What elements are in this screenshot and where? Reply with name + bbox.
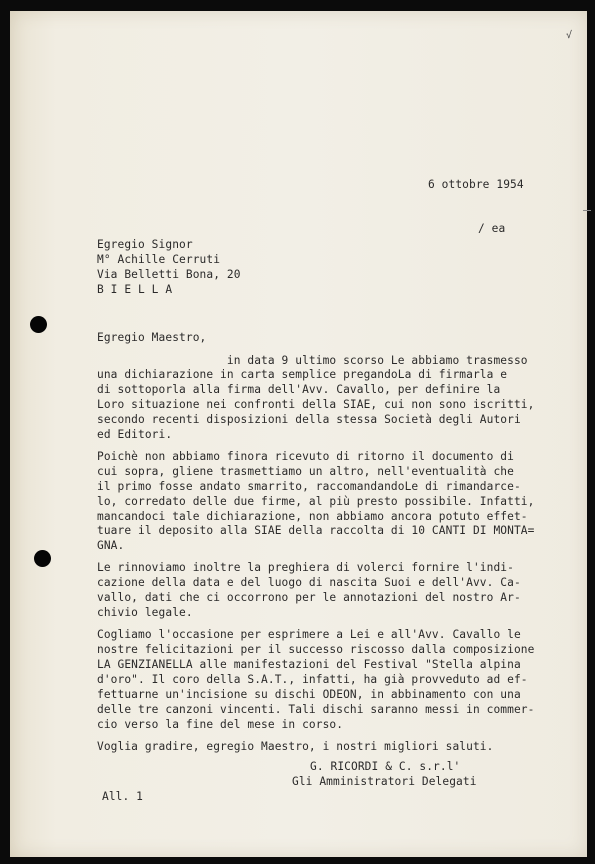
body-line: cui sopra, gliene trasmettiamo un altro, nell'eventualità che [97,465,514,478]
body-line: ed Editori. [97,428,173,441]
body-line: in data 9 ultimo scorso Le abbiamo trasmesso [97,354,528,367]
salutation: Egregio Maestro, [97,331,207,344]
attachment-note: All. 1 [102,790,144,803]
recipient-line: Via Belletti Bona, 20 [97,268,241,281]
body-line: vallo, dati che ci occorrono per le annotazioni del nostro Ar- [97,591,521,604]
body-line: Loro situazione nei confronti della SIAE, cui non sono iscritti, [97,398,535,411]
recipient-line: Egregio Signor [97,238,193,251]
body-line: Le rinnoviamo inoltre la preghiera di volerci fornire l'indi- [97,561,514,574]
punch-hole-bottom [34,550,51,567]
punch-hole-top [30,316,47,333]
body-line: di sottoporla alla firma dell'Avv. Cavallo, per definire la [97,383,501,396]
letter-reference: / ea [478,222,506,235]
body-line: mancandoci tale dichiarazione, non abbiamo ancora potuto effet- [97,510,528,523]
body-line: chivio legale. [97,606,193,619]
body-line: d'oro". Il coro della S.A.T., infatti, ha già provveduto ad ef- [97,673,528,686]
letter-date: 6 ottobre 1954 [428,178,524,191]
page-mark: √ [566,30,573,41]
body-line: GNA. [97,539,125,552]
body-line: nostre felicitazioni per il successo riscosso dalla composizione [97,643,535,656]
body-line: delle tre canzoni vincenti. Tali dischi saranno messi in commer- [97,703,535,716]
recipient-line: B I E L L A [97,283,173,296]
body-line: secondo recenti disposizioni della stessa Società degli Autori [97,413,521,426]
signatory-title: Gli Amministratori Delegati [292,775,477,788]
body-line: il primo fosse andato smarrito, raccomandandoLe di rimandarce- [97,480,521,493]
edge-mark [583,210,591,211]
body-line: cazione della data e del luogo di nascita Suoi e dell'Avv. Ca- [97,576,521,589]
company-name: G. RICORDI & C. s.r.l' [310,760,461,773]
body-line: una dichiarazione in carta semplice pregandoLa di firmarla e [97,368,508,381]
closing-line: Voglia gradire, egregio Maestro, i nostri migliori saluti. [97,740,494,753]
body-line: fettuarne un'incisione su dischi ODEON, in abbinamento con una [97,688,521,701]
body-line: Poichè non abbiamo finora ricevuto di ritorno il documento di [97,450,514,463]
body-line: lo, corredato delle due firme, al più presto possibile. Infatti, [97,495,535,508]
recipient-line: M° Achille Cerruti [97,253,221,266]
body-line: tuare il deposito alla SIAE della raccolta di 10 CANTI DI MONTA= [97,524,535,537]
body-line: cio verso la fine del mese in corso. [97,718,344,731]
body-line: Cogliamo l'occasione per esprimere a Lei e all'Avv. Cavallo le [97,628,521,641]
body-line: LA GENZIANELLA alle manifestazioni del Festival "Stella alpina [97,658,521,671]
